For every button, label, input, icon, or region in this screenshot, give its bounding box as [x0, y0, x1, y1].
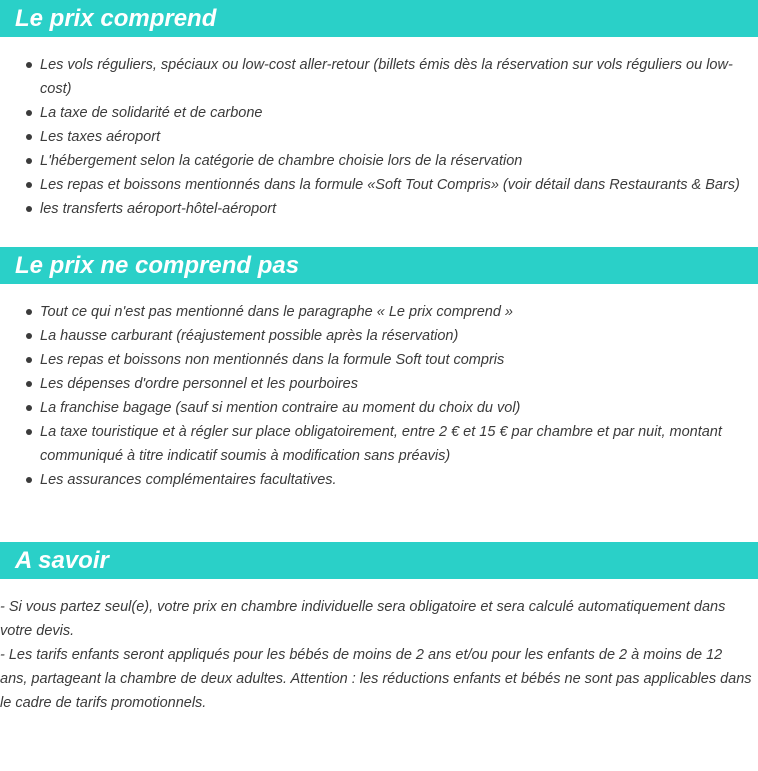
- bullet-icon: [26, 381, 32, 387]
- section-title-included: Le prix comprend: [15, 5, 217, 32]
- bullet-icon: [26, 357, 32, 363]
- excluded-list: [0, 300, 740, 492]
- bullet-icon: [26, 309, 32, 315]
- list-item: La taxe de solidarité et de carbone: [0, 101, 740, 125]
- section-header-included: [0, 0, 758, 37]
- list-item: Les repas et boissons mentionnés dans la formule «Soft Tout Compris» (voir détail dans Restaurants & Bars): [0, 173, 740, 197]
- list-item: les transferts aéroport-hôtel-aéroport: [0, 197, 740, 221]
- bullet-icon: [26, 333, 32, 339]
- section-header-info: [0, 542, 758, 579]
- section-title-info: A savoir: [15, 547, 109, 574]
- bullet-icon: [26, 182, 32, 188]
- list-item: La taxe touristique et à régler sur place obligatoirement, entre 2 € et 15 € par chambre et par nuit, montant communiqué à titre indicatif soumis à modification sans préavis): [0, 420, 740, 468]
- bullet-icon: [26, 62, 32, 68]
- section-title-excluded: Le prix ne comprend pas: [15, 252, 300, 279]
- list-item: L'hébergement selon la catégorie de chambre choisie lors de la réservation: [0, 149, 740, 173]
- bullet-icon: [26, 477, 32, 483]
- bullet-icon: [26, 134, 32, 140]
- bullet-icon: [26, 206, 32, 212]
- bullet-icon: [26, 405, 32, 411]
- list-item: Les repas et boissons non mentionnés dans la formule Soft tout compris: [0, 348, 740, 372]
- info-note-child-rates: - Les tarifs enfants seront appliqués pour les bébés de moins de 2 ans et/ou pour les enfants de 2 à moins de 12 ans, partageant la chambre de deux adultes. Attention : les réductions enfants et bébés ne sont pas applicables dans le cadre de tarifs promotionnels.: [0, 647, 752, 711]
- list-item: Les assurances complémentaires facultatives.: [0, 468, 740, 492]
- bullet-icon: [26, 158, 32, 164]
- list-item: Les vols réguliers, spéciaux ou low-cost aller-retour (billets émis dès la réservation sur vols réguliers ou low-cost): [0, 53, 740, 101]
- list-item: La hausse carburant (réajustement possible après la réservation): [0, 324, 740, 348]
- included-list: [0, 53, 740, 221]
- list-item: Les dépenses d'ordre personnel et les pourboires: [0, 372, 740, 396]
- list-item: Tout ce qui n'est pas mentionné dans le paragraphe « Le prix comprend »: [0, 300, 740, 324]
- bullet-icon: [26, 429, 32, 435]
- info-note-single-traveler: - Si vous partez seul(e), votre prix en chambre individuelle sera obligatoire et sera calculé automatiquement dans votre devis.: [0, 599, 726, 639]
- list-item: Les taxes aéroport: [0, 125, 740, 149]
- bullet-icon: [26, 110, 32, 116]
- section-header-excluded: [0, 247, 758, 284]
- list-item: La franchise bagage (sauf si mention contraire au moment du choix du vol): [0, 396, 740, 420]
